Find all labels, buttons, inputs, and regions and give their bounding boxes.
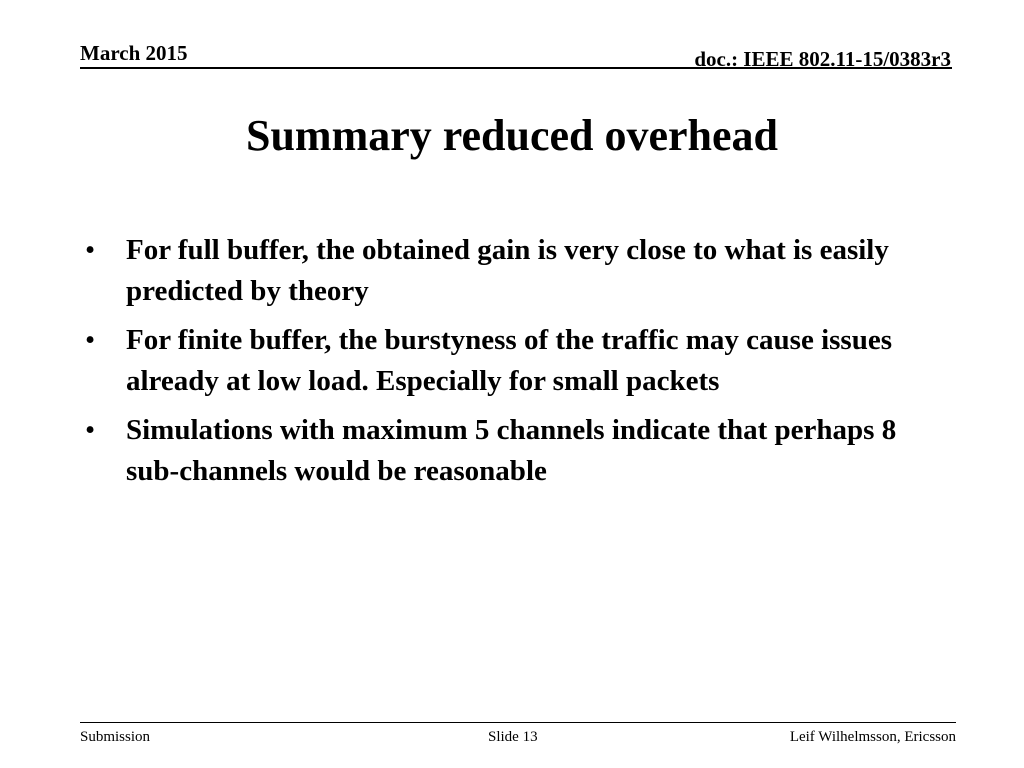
bullet-dot-icon: •	[85, 324, 96, 356]
bullet-item	[85, 410, 925, 491]
bullet-dot-icon: •	[85, 414, 96, 446]
bullet-dot-icon: •	[85, 234, 96, 266]
bullet-item	[85, 230, 925, 311]
footer-author: Leif Wilhelmsson, Ericsson	[789, 729, 956, 745]
header-doc-id: doc.: IEEE 802.11-15/0383r3	[694, 47, 951, 71]
bullet-text: Simulations with maximum 5 channels indicate that perhaps 8 sub-channels would be reasonable	[126, 414, 897, 487]
footer-submission: Submission	[80, 729, 151, 745]
bullet-text: For full buffer, the obtained gain is very close to what is easily predicted by theory	[126, 234, 889, 307]
footer-divider	[80, 722, 956, 723]
bullet-item	[85, 320, 925, 401]
footer-slide-number: Slide 13	[488, 729, 538, 745]
slide-title: Summary reduced overhead	[245, 111, 779, 160]
bullet-text: For finite buffer, the burstyness of the traffic may cause issues already at low load. Especially for small packets	[126, 324, 893, 397]
header-divider	[80, 67, 952, 69]
header-date: March 2015	[80, 41, 188, 65]
bullet-list	[85, 230, 925, 500]
